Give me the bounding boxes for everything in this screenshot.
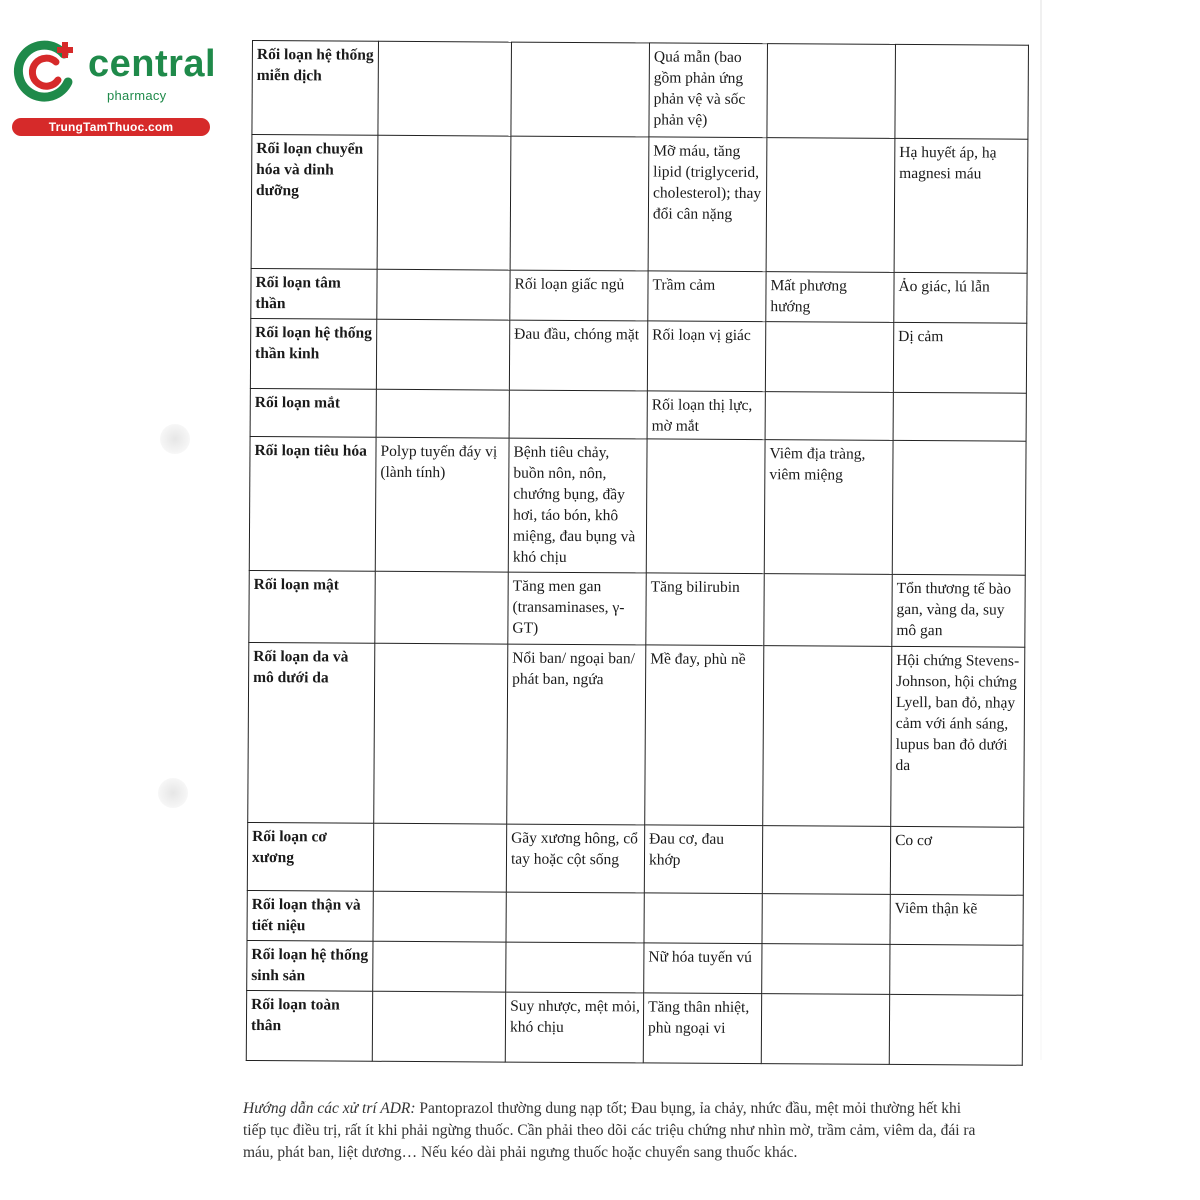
adr-cell: [506, 942, 644, 993]
adr-cell: [373, 891, 506, 942]
scan-edge-mark: [1040, 0, 1042, 1060]
adr-cell: [895, 44, 1029, 139]
organ-class-cell: Rối loạn hệ thống thần kinh: [250, 318, 376, 389]
adr-cell: Dị cảm: [893, 322, 1026, 393]
adr-cell: [373, 823, 506, 892]
organ-class-cell: Rối loạn tâm thần: [251, 268, 377, 319]
adr-cell: Đau đầu, chóng mặt: [509, 320, 647, 391]
central-logo-icon: [12, 38, 78, 104]
adr-cell: Gãy xương hông, cổ tay hoặc cột sống: [506, 824, 644, 893]
adr-cell: [766, 138, 895, 273]
adr-cell: [374, 643, 508, 824]
adr-cell: Viêm thận kẽ: [890, 894, 1023, 945]
adr-cell: [376, 319, 509, 390]
adr-guidance-label: Hướng dẫn các xử trí ADR:: [243, 1099, 416, 1117]
adr-guidance-paragraph: [243, 1098, 988, 1164]
adr-cell: Bệnh tiêu chảy, buồn nôn, nôn, chướng bụng, đầy hơi, táo bón, khô miệng, đau bụng và khó chịu: [508, 438, 647, 573]
table-row: [249, 570, 1025, 647]
adr-cell: [375, 571, 508, 644]
organ-class-cell: Rối loạn toàn thân: [246, 990, 372, 1061]
adr-cell: [765, 392, 893, 441]
adr-cell: Hạ huyết áp, hạ magnesi máu: [894, 138, 1028, 273]
adr-cell: Trầm cảm: [648, 271, 766, 322]
adr-cell: Mề đay, phù nề: [645, 645, 764, 826]
adr-cell: [762, 894, 890, 945]
adr-cell: [892, 440, 1026, 575]
adr-table: [246, 40, 1029, 1066]
table-row: [246, 990, 1022, 1065]
adr-cell: Tăng men gan (transaminases, γ-GT): [508, 572, 646, 645]
adr-cell: [889, 994, 1022, 1065]
organ-class-cell: Rối loạn da và mô dưới da: [248, 642, 375, 823]
organ-class-cell: Rối loạn mắt: [250, 388, 376, 437]
adr-cell: [893, 392, 1026, 441]
organ-class-cell: Rối loạn hệ thống miễn dịch: [252, 41, 379, 136]
adr-cell: Mỡ máu, tăng lipid (triglycerid, cholesterol); thay đổi cân nặng: [648, 137, 767, 272]
adr-cell: [762, 826, 890, 895]
adr-cell: Mất phương hướng: [766, 272, 894, 323]
adr-cell: [506, 892, 644, 943]
adr-cell: Rối loạn giấc ngủ: [510, 270, 648, 321]
table-row: [252, 41, 1029, 140]
organ-class-cell: Rối loạn thận và tiết niệu: [247, 890, 373, 941]
table-row: [251, 268, 1027, 323]
table-row: [249, 436, 1026, 575]
adr-cell: [762, 944, 890, 995]
adr-cell: Quá mẫn (bao gồm phản ứng phản vệ và sốc phản vệ): [649, 43, 768, 138]
adr-table-body: [246, 41, 1028, 1066]
logo-website: TrungTamThuoc.com: [12, 118, 210, 136]
adr-cell: Đau cơ, đau khớp: [644, 825, 762, 894]
adr-cell: [765, 322, 893, 393]
adr-cell: [763, 646, 892, 827]
table-row: [247, 940, 1023, 995]
adr-cell: [378, 41, 512, 136]
adr-cell: Tăng thân nhiệt, phù ngoại vi: [643, 993, 761, 1064]
punch-hole-lower: [158, 778, 188, 808]
adr-cell: [767, 44, 896, 139]
logo-subtitle: pharmacy: [107, 88, 167, 103]
table-row: [247, 822, 1023, 895]
adr-cell: Ảo giác, lú lẫn: [894, 272, 1027, 323]
table-row: [250, 318, 1026, 393]
table-row: [251, 135, 1028, 274]
adr-cell: Polyp tuyến đáy vị (lành tính): [375, 437, 509, 572]
adr-cell: [761, 994, 889, 1065]
adr-cell: Nữ hóa tuyến vú: [644, 943, 762, 994]
adr-cell: [764, 574, 892, 647]
table-row: [250, 388, 1026, 441]
adr-cell: [373, 941, 506, 992]
organ-class-cell: Rối loạn chuyển hóa và dinh dưỡng: [251, 135, 378, 270]
adr-cell: [511, 42, 650, 137]
adr-cell: [376, 389, 509, 438]
organ-class-cell: Rối loạn tiêu hóa: [249, 436, 376, 571]
adr-cell: Tổn thương tế bào gan, vàng da, suy mô gan: [892, 574, 1025, 647]
adr-cell: [377, 269, 510, 320]
adr-cell: [644, 893, 762, 944]
logo-brand: central: [88, 43, 217, 85]
adr-cell: [890, 944, 1023, 995]
punch-hole-upper: [160, 424, 190, 454]
adr-cell: [372, 991, 505, 1062]
adr-cell: Suy nhược, mệt mỏi, khó chịu: [505, 992, 643, 1063]
adr-cell: [510, 136, 649, 271]
organ-class-cell: Rối loạn hệ thống sinh sản: [247, 940, 373, 991]
table-row: [247, 890, 1023, 945]
adr-cell: Nổi ban/ ngoại ban/ phát ban, ngứa: [507, 644, 646, 825]
adr-cell: [377, 135, 511, 270]
adr-cell: Hội chứng Stevens-Johnson, hội chứng Lyell, ban đỏ, nhạy cảm với ánh sáng, lupus ban đỏ dưới da: [891, 646, 1025, 827]
adr-guidance-text: Pantoprazol thường dung nạp tốt; Đau bụng, ỉa chảy, nhức đầu, mệt mỏi thường hết khi tiếp tục điều trị, rất ít khi phải ngừng thuốc. Cần phải theo dõi các triệu chứng như nhìn mờ, trầm cảm, viêm da, đái ra máu, phát ban, liệt dương… Nếu kéo dài phải ngưng thuốc hoặc chuyển sang thuốc khác.: [243, 1099, 976, 1161]
adr-cell: Rối loạn thị lực, mờ mắt: [647, 391, 765, 440]
central-pharmacy-logo: [12, 38, 217, 138]
table-row: [248, 642, 1025, 827]
adr-cell: [509, 390, 647, 439]
organ-class-cell: Rối loạn mật: [249, 570, 375, 643]
adr-cell: Rối loạn vị giác: [647, 321, 765, 392]
adr-cell: Viêm địa tràng, viêm miệng: [764, 440, 893, 575]
organ-class-cell: Rối loạn cơ xương: [247, 822, 373, 891]
adr-cell: [646, 439, 765, 574]
adr-cell: Tăng bilirubin: [646, 573, 764, 646]
adr-cell: Co cơ: [890, 826, 1023, 895]
